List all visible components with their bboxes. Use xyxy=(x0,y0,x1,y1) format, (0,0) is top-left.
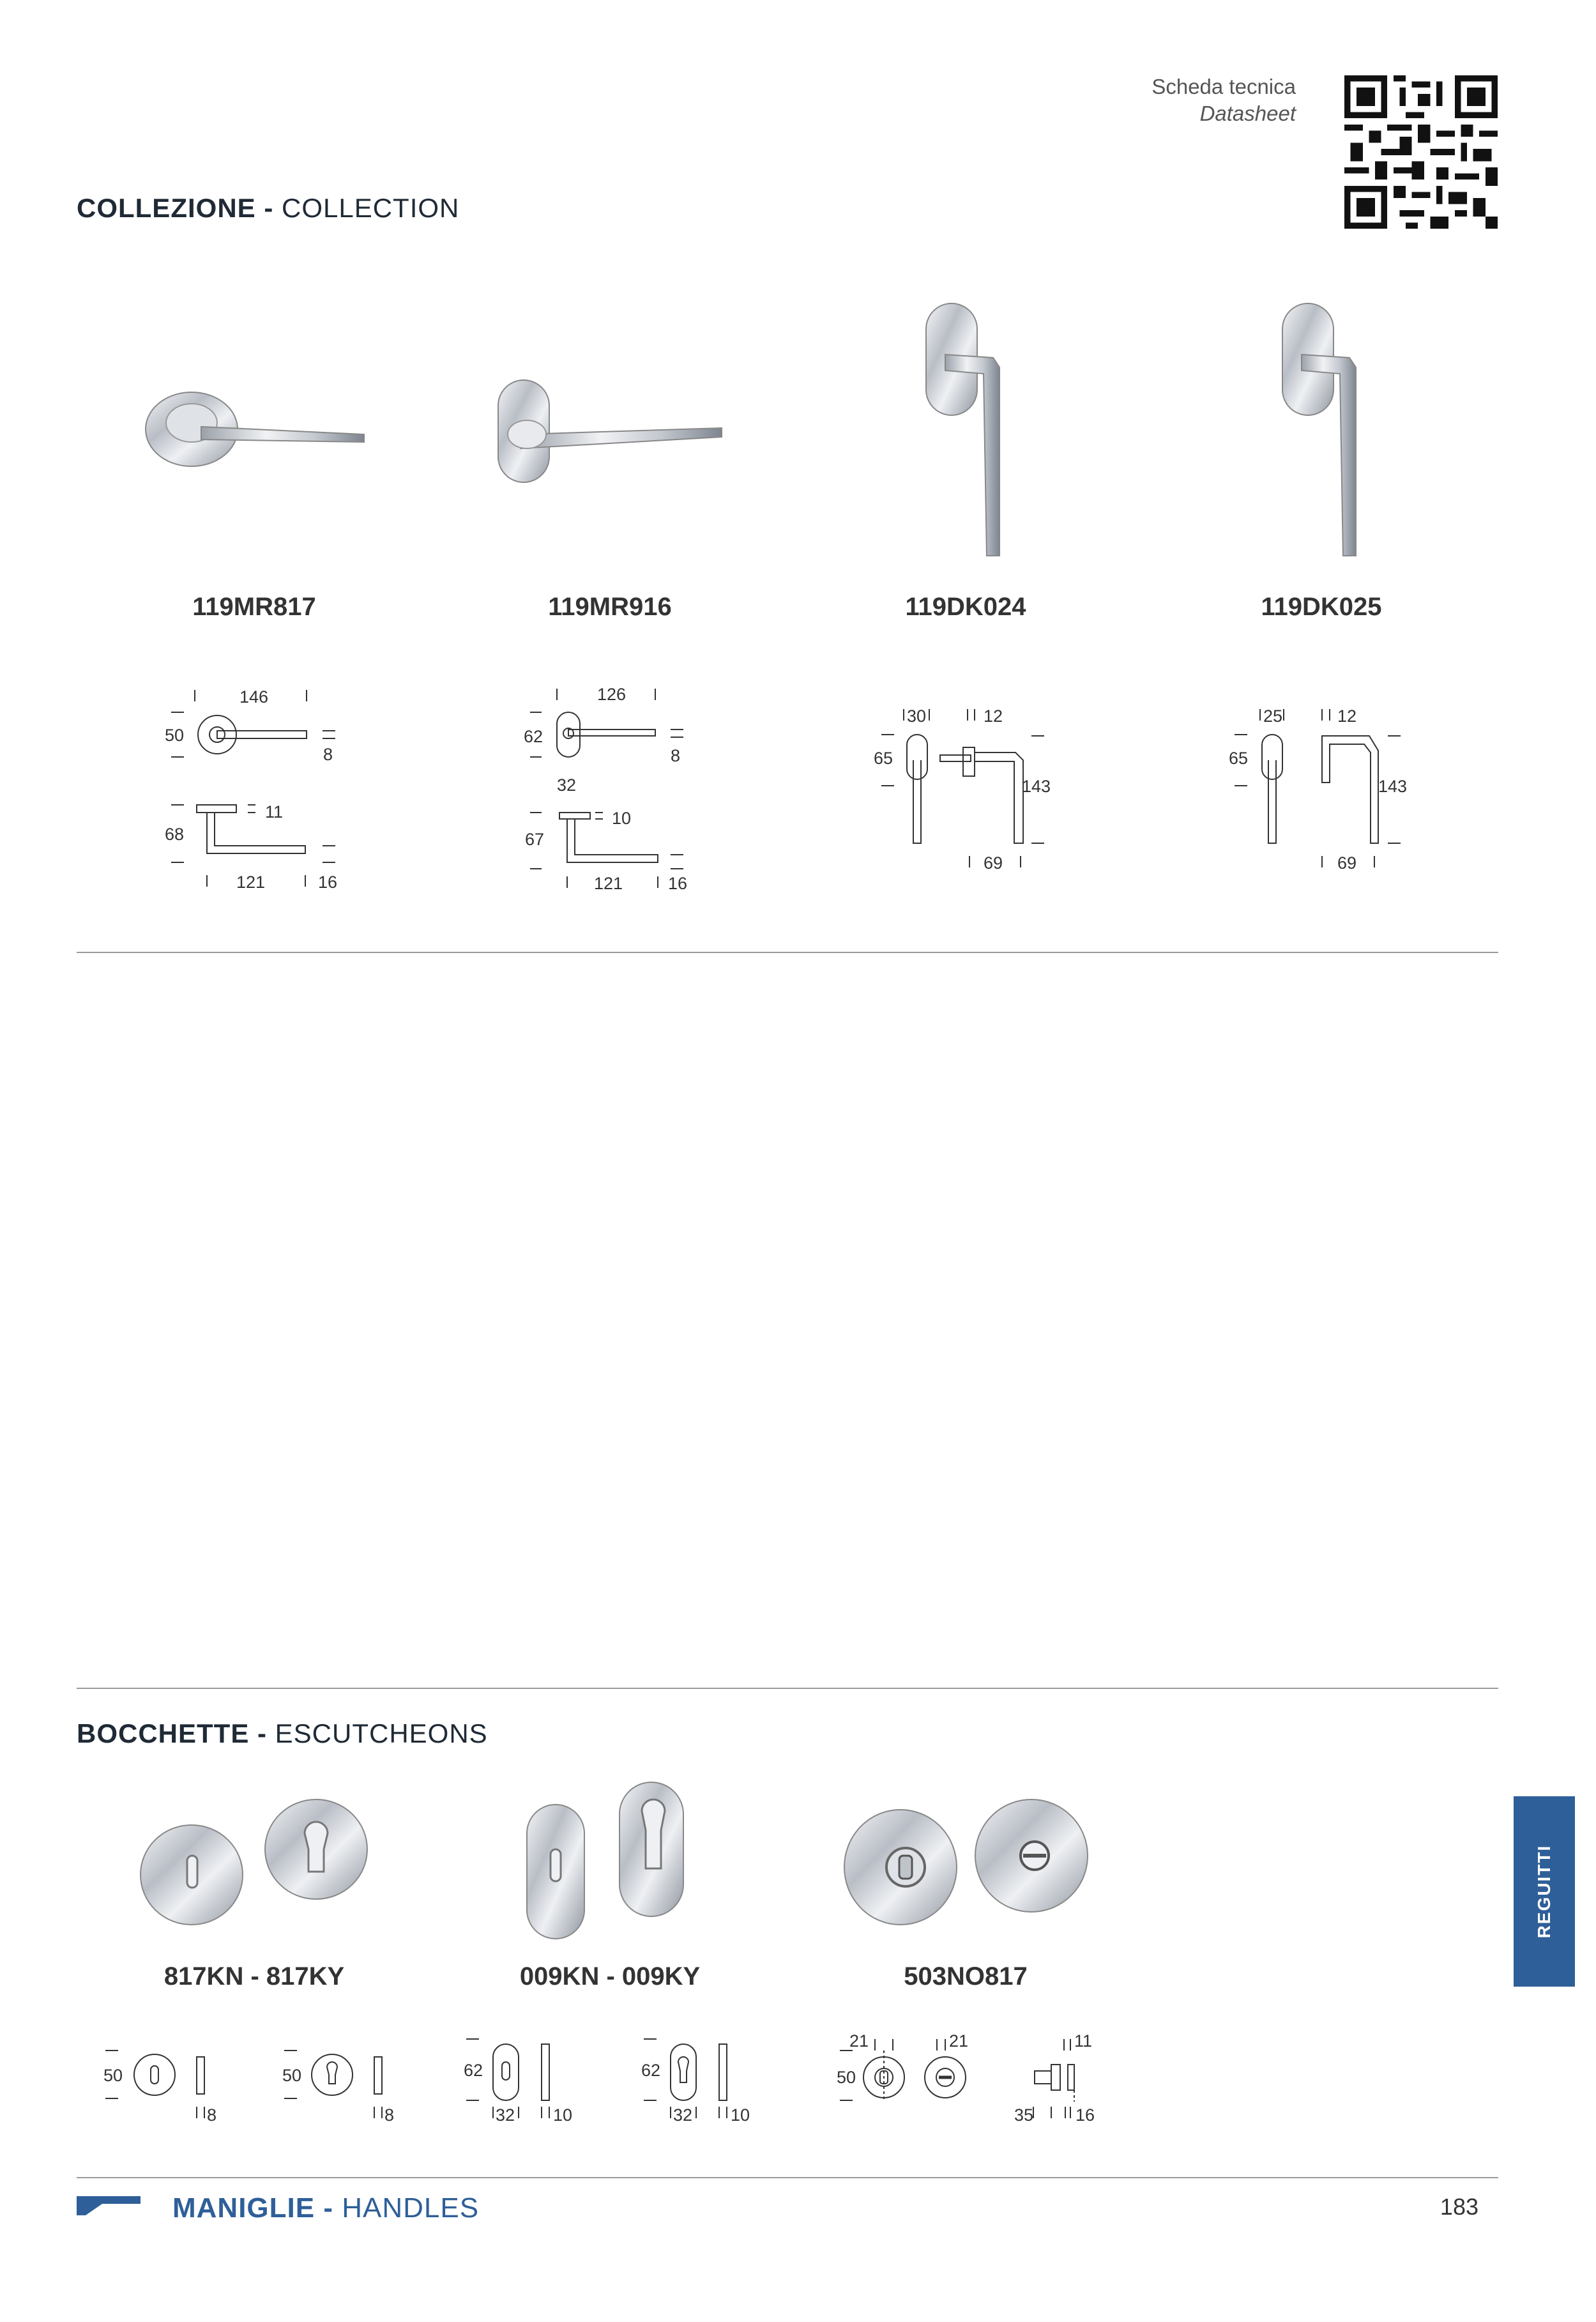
dim-diameter: 50 xyxy=(282,2066,302,2085)
footer-title-light: HANDLES xyxy=(342,2192,480,2224)
handle-119mr916-image xyxy=(492,377,728,485)
product-code-119mr817: 119MR817 xyxy=(192,593,316,621)
dim-width: 126 xyxy=(597,685,627,704)
dim-projection: 69 xyxy=(1337,853,1357,873)
product-code-817kn-817ky: 817KN - 817KY xyxy=(163,1962,345,1990)
product-code-119dk025: 119DK025 xyxy=(1261,593,1382,621)
footer-title xyxy=(172,2192,479,2224)
dim-thickness: 11 xyxy=(265,802,284,821)
dim-end: 16 xyxy=(318,873,338,892)
product-code-009kn-009ky: 009KN - 009KY xyxy=(519,1962,701,1990)
drawing-119mr916 xyxy=(511,677,715,901)
escutcheons-title-bold: BOCCHETTE - xyxy=(77,1718,275,1748)
dim-projection: 121 xyxy=(236,873,266,892)
footer-title-bold: MANIGLIE - xyxy=(172,2192,342,2224)
collection-title xyxy=(77,193,459,224)
dim-projection: 69 xyxy=(984,853,1003,873)
handle-119dk025-image xyxy=(1276,300,1365,562)
product-code-503no817: 503NO817 xyxy=(904,1962,1028,1990)
dim-height: 68 xyxy=(165,825,185,844)
dim-rose-thickness: 16 xyxy=(1075,2105,1095,2125)
qr-code-icon[interactable] xyxy=(1344,75,1498,229)
escutcheon-503no817-image xyxy=(843,1792,1092,1939)
dim-thickness: 8 xyxy=(207,2105,217,2125)
dim-height: 143 xyxy=(1378,777,1408,796)
datasheet-label-en: Datasheet xyxy=(1199,102,1296,125)
dim-lever: 8 xyxy=(671,746,681,765)
dim-rose: 65 xyxy=(874,749,893,768)
section-divider xyxy=(77,1688,1498,1689)
dim-rose-width: 25 xyxy=(1263,707,1283,726)
dim-width: 146 xyxy=(239,687,269,707)
dim-thickness: 10 xyxy=(612,809,632,828)
dim-height: 143 xyxy=(1022,777,1051,796)
datasheet-label xyxy=(1151,73,1296,127)
dim-width: 32 xyxy=(496,2105,515,2125)
escutcheon-817kn-817ky-image xyxy=(137,1789,374,1936)
brand-side-tab-label: REGUITTI xyxy=(1534,1844,1554,1939)
escutcheons-title xyxy=(77,1718,488,1749)
product-code-119mr916: 119MR916 xyxy=(548,593,672,621)
dim-projection: 35 xyxy=(1014,2105,1034,2125)
dim-height: 67 xyxy=(525,830,545,849)
dim-rose: 50 xyxy=(165,726,185,745)
dim-rose: 65 xyxy=(1229,749,1249,768)
drawing-009kn-009ky xyxy=(460,2025,779,2134)
handle-119mr817-image xyxy=(141,383,370,479)
dim-rose: 62 xyxy=(524,727,543,746)
collection-title-light: COLLECTION xyxy=(282,193,460,223)
drawing-503no817 xyxy=(830,2025,1124,2134)
dim-diameter: 50 xyxy=(837,2068,856,2087)
collection-title-bold: COLLEZIONE - xyxy=(77,193,282,223)
brand-side-tab[interactable] xyxy=(1514,1796,1575,1987)
product-code-119dk024: 119DK024 xyxy=(905,593,1026,621)
page-number: 183 xyxy=(1440,2194,1478,2220)
drawing-119dk024 xyxy=(869,696,1073,888)
drawing-119dk025 xyxy=(1225,696,1429,888)
dim-knob: 21 xyxy=(949,2031,969,2051)
dim-rose-width: 32 xyxy=(557,775,577,795)
dim-height: 62 xyxy=(464,2061,483,2080)
dim-end: 16 xyxy=(668,874,688,893)
dim-height: 62 xyxy=(641,2061,661,2080)
dim-thickness: 10 xyxy=(553,2105,573,2125)
dim-projection: 121 xyxy=(594,874,623,893)
section-divider xyxy=(77,952,1498,953)
dim-thickness: 12 xyxy=(1337,707,1357,726)
dim-thickness: 10 xyxy=(731,2105,750,2125)
dim-width: 32 xyxy=(673,2105,693,2125)
handle-119dk024-image xyxy=(920,300,1009,562)
dim-thickness: 12 xyxy=(984,707,1003,726)
footer-divider xyxy=(77,2177,1498,2178)
dim-thickness: 11 xyxy=(1074,2031,1093,2051)
dim-lever: 8 xyxy=(323,745,333,764)
drawing-119mr817 xyxy=(153,677,358,901)
brand-logo-icon xyxy=(77,2192,141,2218)
dim-rose-width: 30 xyxy=(907,707,927,726)
dim-knob: 21 xyxy=(849,2031,869,2051)
escutcheons-title-light: ESCUTCHEONS xyxy=(275,1718,488,1748)
dim-thickness: 8 xyxy=(384,2105,395,2125)
datasheet-label-it: Scheda tecnica xyxy=(1151,75,1296,98)
dim-diameter: 50 xyxy=(103,2066,123,2085)
drawing-817kn-817ky xyxy=(96,2025,415,2134)
escutcheon-009kn-009ky-image xyxy=(521,1779,699,1945)
